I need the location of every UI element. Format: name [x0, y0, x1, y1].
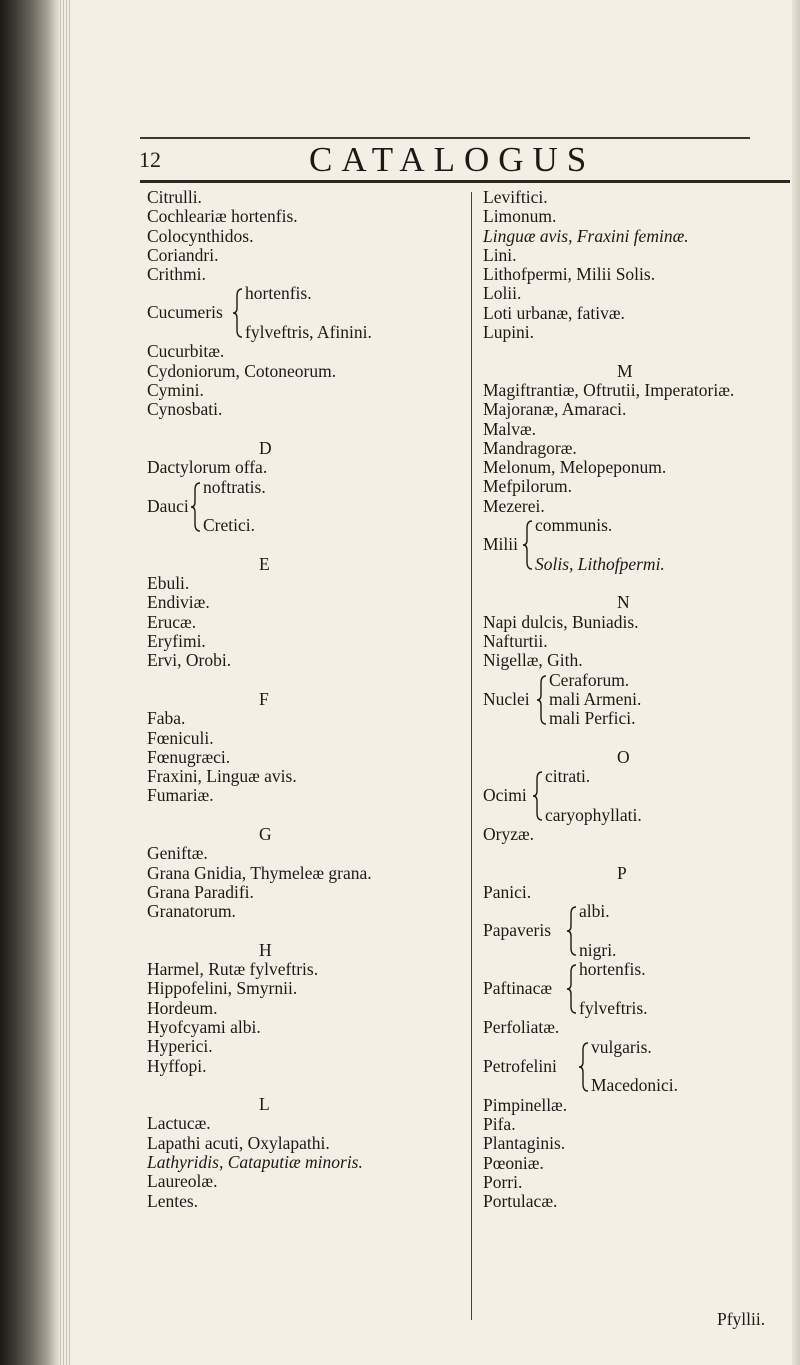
brace-bottom: caryophyllati. — [545, 804, 642, 825]
entry: Hippofelini, Smyrnii. — [147, 978, 298, 999]
brace-top: hortenfis. — [245, 283, 312, 304]
entry: Eryfimi. — [147, 631, 206, 652]
entry: Mefpilorum. — [483, 476, 572, 497]
page-number: 12 — [139, 147, 161, 172]
entry: Fraxini, Linguæ avis. — [147, 766, 297, 787]
brace-group-ocimi — [483, 767, 783, 825]
brace-middle: mali Armeni. — [549, 688, 642, 709]
right-column — [483, 188, 783, 1211]
brace-group-papaveris — [483, 902, 783, 960]
brace-stem: Ocimi — [483, 785, 527, 806]
entry: Panici. — [483, 882, 532, 903]
entry: Portulacæ. — [483, 1191, 558, 1212]
entry: Lapathi acuti, Oxylapathi. — [147, 1132, 330, 1153]
brace-top: communis. — [535, 515, 613, 536]
section-letter-p: P — [617, 862, 627, 883]
brace-stem: Dauci — [147, 495, 189, 516]
entry: Melonum, Melopeponum. — [483, 457, 667, 478]
running-head: CATALOGUS — [309, 140, 596, 179]
brace-icon — [533, 771, 543, 821]
entry: Porri. — [483, 1171, 523, 1192]
entry: Hordeum. — [147, 997, 218, 1018]
entry: Fœniculi. — [147, 727, 214, 748]
brace-icon — [537, 675, 547, 725]
entry-italic: Lathyridis, Cataputiæ minoris. — [147, 1152, 363, 1173]
entry: Grana Gnidia, Thymeleæ grana. — [147, 862, 372, 883]
brace-group-nuclei — [483, 671, 783, 729]
entry: Majoranæ, Amaraci. — [483, 399, 627, 420]
brace-top: citrati. — [545, 766, 591, 787]
entry: Dactylorum offa. — [147, 457, 268, 478]
entry: Ebuli. — [147, 573, 190, 594]
entry: Loti urbanæ, fativæ. — [483, 302, 625, 323]
brace-bottom: nigri. — [579, 939, 617, 960]
entry: Faba. — [147, 708, 186, 729]
brace-icon — [567, 906, 577, 956]
brace-bottom: fylveftris. — [579, 997, 648, 1018]
entry: Fœnugræci. — [147, 746, 231, 767]
entry: Coriandri. — [147, 244, 219, 265]
head-rule — [140, 180, 790, 183]
brace-group-dauci — [147, 478, 462, 536]
entry: Lolii. — [483, 283, 522, 304]
entry: Oryzæ. — [483, 824, 535, 845]
brace-stem: Cucumeris — [147, 302, 223, 323]
brace-group-milii — [483, 516, 783, 574]
brace-icon — [523, 520, 533, 570]
page-right-edge — [792, 0, 800, 1365]
brace-group-petrofelini — [483, 1038, 783, 1096]
brace-top: hortenfis. — [579, 959, 646, 980]
section-letter-e: E — [259, 553, 270, 574]
entry: Laureolæ. — [147, 1171, 218, 1192]
entry: Lupini. — [483, 322, 535, 343]
entry: Pifa. — [483, 1113, 516, 1134]
entry: Harmel, Rutæ fylveftris. — [147, 959, 319, 980]
entry: Geniftæ. — [147, 843, 208, 864]
brace-bottom: Cretici. — [203, 515, 255, 536]
entry: Nafturtii. — [483, 630, 548, 651]
entry: Perfoliatæ. — [483, 1017, 560, 1038]
brace-group-paftinacae — [483, 960, 783, 1018]
entry: Plantaginis. — [483, 1133, 566, 1154]
book-spine-shadow — [0, 0, 60, 1365]
entry: Hyperici. — [147, 1036, 213, 1057]
section-letter-d: D — [259, 437, 272, 458]
entry: Magiftrantiæ, Oftrutii, Imperatoriæ. — [483, 379, 735, 400]
entry: Limonum. — [483, 206, 557, 227]
brace-bottom: Solis, Lithofpermi. — [535, 553, 665, 574]
entry: Colocynthidos. — [147, 225, 254, 246]
entry: Cynosbati. — [147, 399, 223, 420]
brace-bottom: fylveftris, Afinini. — [245, 322, 372, 343]
entry: Cydoniorum, Cotoneorum. — [147, 360, 337, 381]
entry: Lithofpermi, Milii Solis. — [483, 264, 656, 285]
page-edge-lines — [60, 0, 72, 1365]
entry: Citrulli. — [147, 187, 202, 207]
brace-top: albi. — [579, 901, 610, 922]
catchword: Pfyllii. — [717, 1309, 766, 1329]
column-divider — [471, 192, 472, 1320]
brace-group-cucumeris — [147, 284, 462, 342]
entry: Hyofcyami albi. — [147, 1016, 261, 1037]
brace-top: vulgaris. — [591, 1036, 652, 1057]
entry: Malvæ. — [483, 418, 536, 439]
section-letter-g: G — [259, 824, 272, 845]
entry: Granatorum. — [147, 901, 236, 922]
section-letter-o: O — [617, 746, 630, 767]
brace-icon — [579, 1042, 589, 1092]
entry: Fumariæ. — [147, 785, 214, 806]
entry: Endiviæ. — [147, 592, 210, 613]
entry: Ervi, Orobi. — [147, 650, 232, 671]
brace-stem: Paftinacæ — [483, 978, 553, 999]
entry: Lentes. — [147, 1190, 199, 1211]
top-rule — [140, 137, 750, 139]
entry: Grana Paradifi. — [147, 881, 254, 902]
left-column — [147, 188, 462, 1211]
section-letter-h: H — [259, 939, 272, 960]
section-letter-f: F — [259, 688, 269, 709]
brace-stem: Papaveris — [483, 920, 552, 941]
entry: Pimpinellæ. — [483, 1094, 568, 1115]
entry: Lactucæ. — [147, 1113, 211, 1134]
entry: Hyffopi. — [147, 1055, 207, 1076]
entry: Cucurbitæ. — [147, 341, 225, 362]
section-letter-m: M — [617, 360, 633, 381]
brace-bottom: Macedonici. — [591, 1075, 678, 1096]
entry: Erucæ. — [147, 611, 197, 632]
brace-stem: Milii — [483, 534, 519, 555]
brace-bottom: mali Perfici. — [549, 708, 636, 729]
entry: Mezerei. — [483, 495, 545, 516]
brace-stem: Petrofelini — [483, 1055, 557, 1076]
entry: Napi dulcis, Buniadis. — [483, 611, 639, 632]
entry: Leviftici. — [483, 187, 548, 207]
entry: Cochleariæ hortenfis. — [147, 206, 298, 227]
brace-top: Ceraforum. — [549, 669, 630, 690]
brace-icon — [191, 482, 201, 532]
entry-italic: Linguæ avis, Fraxini feminæ. — [483, 225, 689, 246]
brace-icon — [233, 288, 243, 338]
brace-icon — [567, 964, 577, 1014]
entry: Cymini. — [147, 380, 204, 401]
section-letter-l: L — [259, 1094, 270, 1115]
entry: Nigellæ, Gith. — [483, 650, 583, 671]
entry: Mandragoræ. — [483, 437, 577, 458]
entry: Pœoniæ. — [483, 1152, 544, 1173]
section-letter-n: N — [617, 592, 630, 613]
entry: Lini. — [483, 244, 517, 265]
entry: Crithmi. — [147, 264, 206, 285]
brace-stem: Nuclei — [483, 688, 530, 709]
brace-top: noftratis. — [203, 476, 266, 497]
